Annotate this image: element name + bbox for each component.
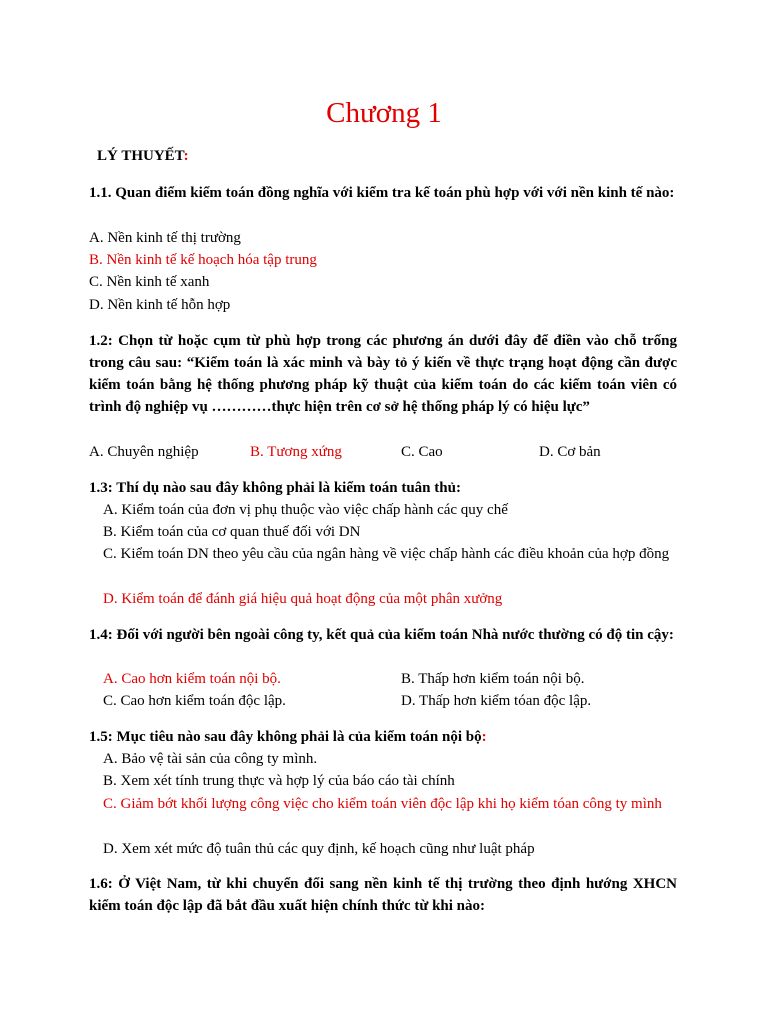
option-1-1-c: C. Nền kinh tế xanh <box>89 274 210 290</box>
question-1-4: 1.4: Đối với người bên ngoài công ty, kết quả của kiểm toán Nhà nước thường có độ tin cậy: <box>89 627 674 643</box>
option-1-4-b: B. Thấp hơn kiểm toán nội bộ. <box>401 671 585 687</box>
option-1-4-a: A. Cao hơn kiểm toán nội bộ. <box>103 671 281 687</box>
question-1-3: 1.3: Thí dụ nào sau đây không phải là kiểm toán tuân thủ: <box>89 480 461 496</box>
chapter-title: Chương 1 <box>326 97 442 129</box>
option-1-3-d: D. Kiểm toán để đánh giá hiệu quả hoạt động của một phân xưởng <box>103 591 503 607</box>
option-1-1-d: D. Nền kinh tế hỗn hợp <box>89 297 231 313</box>
option-1-2-b: B. Tương xứng <box>250 444 342 460</box>
option-1-2-a: A. Chuyên nghiệp <box>89 444 199 460</box>
question-1-6: 1.6: Ở Việt Nam, từ khi chuyển đổi sang nền kinh tế thị trường theo định hướng XHCN kiểm toán độc lập đã bắt đầu xuất hiện chính thức từ khi nào: <box>89 876 677 914</box>
option-1-5-c: C. Giảm bớt khối lượng công việc cho kiểm toán viên độc lập khi họ kiểm tóan công ty mình <box>103 796 662 812</box>
question-1-5-text: 1.5: Mục tiêu nào sau đây không phải là của kiểm toán nội bộ <box>89 729 482 745</box>
option-1-3-c: C. Kiểm toán DN theo yêu cầu của ngân hàng về việc chấp hành các điều khoản của hợp đồng <box>103 546 670 562</box>
option-1-2-c: C. Cao <box>401 444 443 460</box>
option-1-5-a: A. Bảo vệ tài sản của công ty mình. <box>103 751 318 767</box>
question-1-1: 1.1. Quan điểm kiểm toán đồng nghĩa với kiểm tra kế toán phù hợp với với nền kinh tế nào: <box>89 185 675 201</box>
question-1-5-colon: : <box>481 729 487 745</box>
option-1-1-a: A. Nền kinh tế thị trường <box>89 230 241 246</box>
option-1-2-d: D. Cơ bản <box>539 444 601 460</box>
question-1-2: 1.2: Chọn từ hoặc cụm từ phù hợp trong các phương án dưới đây để điền vào chỗ trống trong câu sau: “Kiểm toán là xác minh và bày tỏ ý kiến về thực trạng hoạt động cần được kiểm toán bằng hệ thống phương pháp kỹ thuật của kiểm toán do các kiểm toán viên có trình độ nghiệp vụ …………thực hiện trên cơ sở hệ thống pháp lý có hiệu lực” <box>89 333 677 415</box>
option-1-4-d: D. Thấp hơn kiểm tóan độc lập. <box>401 693 592 709</box>
section-heading-text: LÝ THUYẾT <box>97 148 184 164</box>
option-1-3-a: A. Kiểm toán của đơn vị phụ thuộc vào việc chấp hành các quy chế <box>103 502 508 518</box>
section-heading-colon: : <box>183 148 189 164</box>
option-1-5-b: B. Xem xét tính trung thực và hợp lý của báo cáo tài chính <box>103 773 455 789</box>
option-1-4-c: C. Cao hơn kiểm toán độc lập. <box>103 693 286 709</box>
option-1-1-b: B. Nền kinh tế kế hoạch hóa tập trung <box>89 252 317 268</box>
question-1-5 <box>89 726 677 748</box>
section-heading <box>97 146 189 166</box>
option-1-3-b: B. Kiểm toán của cơ quan thuế đối với DN <box>103 524 361 540</box>
option-1-5-d: D. Xem xét mức độ tuân thủ các quy định, kế hoạch cũng như luật pháp <box>103 841 535 857</box>
